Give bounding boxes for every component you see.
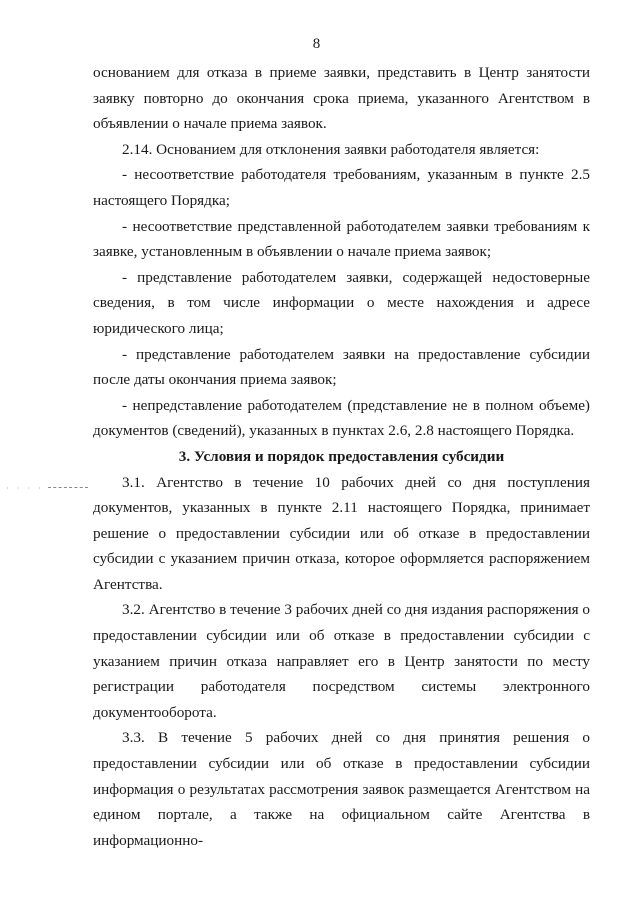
list-item-missing-documents: - непредставление работодателем (представление не в полном объеме) документов (сведений), указанных в пунктах 2.6, 2.8 настоящего Порядка. xyxy=(93,396,590,440)
page-number: 8 xyxy=(312,36,321,52)
paragraph-2-14: 2.14. Основанием для отклонения заявки работодателя является: xyxy=(122,140,540,158)
margin-scan-marks: · · · · xyxy=(6,484,44,493)
document-body xyxy=(93,60,590,853)
margin-scan-line xyxy=(48,487,88,488)
list-item-application-mismatch: - несоответствие представленной работодателем заявки требованиям к заявке, установленным в объявлении о начале приема заявок; xyxy=(93,217,590,261)
paragraph-continuation: основанием для отказа в приеме заявки, представить в Центр занятости заявку повторно до окончания срока приема, указанного Агентством в объявлении о начале приема заявок. xyxy=(93,64,590,133)
list-item-late-submission: - представление работодателем заявки на предоставление субсидии после даты окончания приема заявок; xyxy=(93,345,590,389)
list-item-false-info: - представление работодателем заявки, содержащей недостоверные сведения, в том числе информации о месте нахождения и адресе юридического лица; xyxy=(93,268,590,337)
paragraph-3-1: 3.1. Агентство в течение 10 рабочих дней со дня поступления документов, указанных в пункте 2.11 настоящего Порядка, принимает решение о предоставлении субсидии или об отказе в предоставлении субсидии с указанием причин отказа, которое оформляется распоряжением Агентства. xyxy=(93,473,590,593)
paragraph-3-2: 3.2. Агентство в течение 3 рабочих дней со дня издания распоряжения о предоставлении субсидии или об отказе в предоставлении субсидии с указанием причин отказа направляет его в Центр занятости по месту регистрации работодателя посредством системы электронного документооборота. xyxy=(93,601,590,721)
list-item-requirements: - несоответствие работодателя требованиям, указанным в пункте 2.5 настоящего Порядка; xyxy=(93,166,590,209)
paragraph-3-3: 3.3. В течение 5 рабочих дней со дня принятия решения о предоставлении субсидии или об отказе в предоставлении субсидии информация о результатах рассмотрения заявок размещается Агентством на едином портале, а также на официальном сайте Агентства в информационно- xyxy=(93,729,590,849)
section-heading-3: 3. Условия и порядок предоставления субсидии xyxy=(178,447,505,465)
